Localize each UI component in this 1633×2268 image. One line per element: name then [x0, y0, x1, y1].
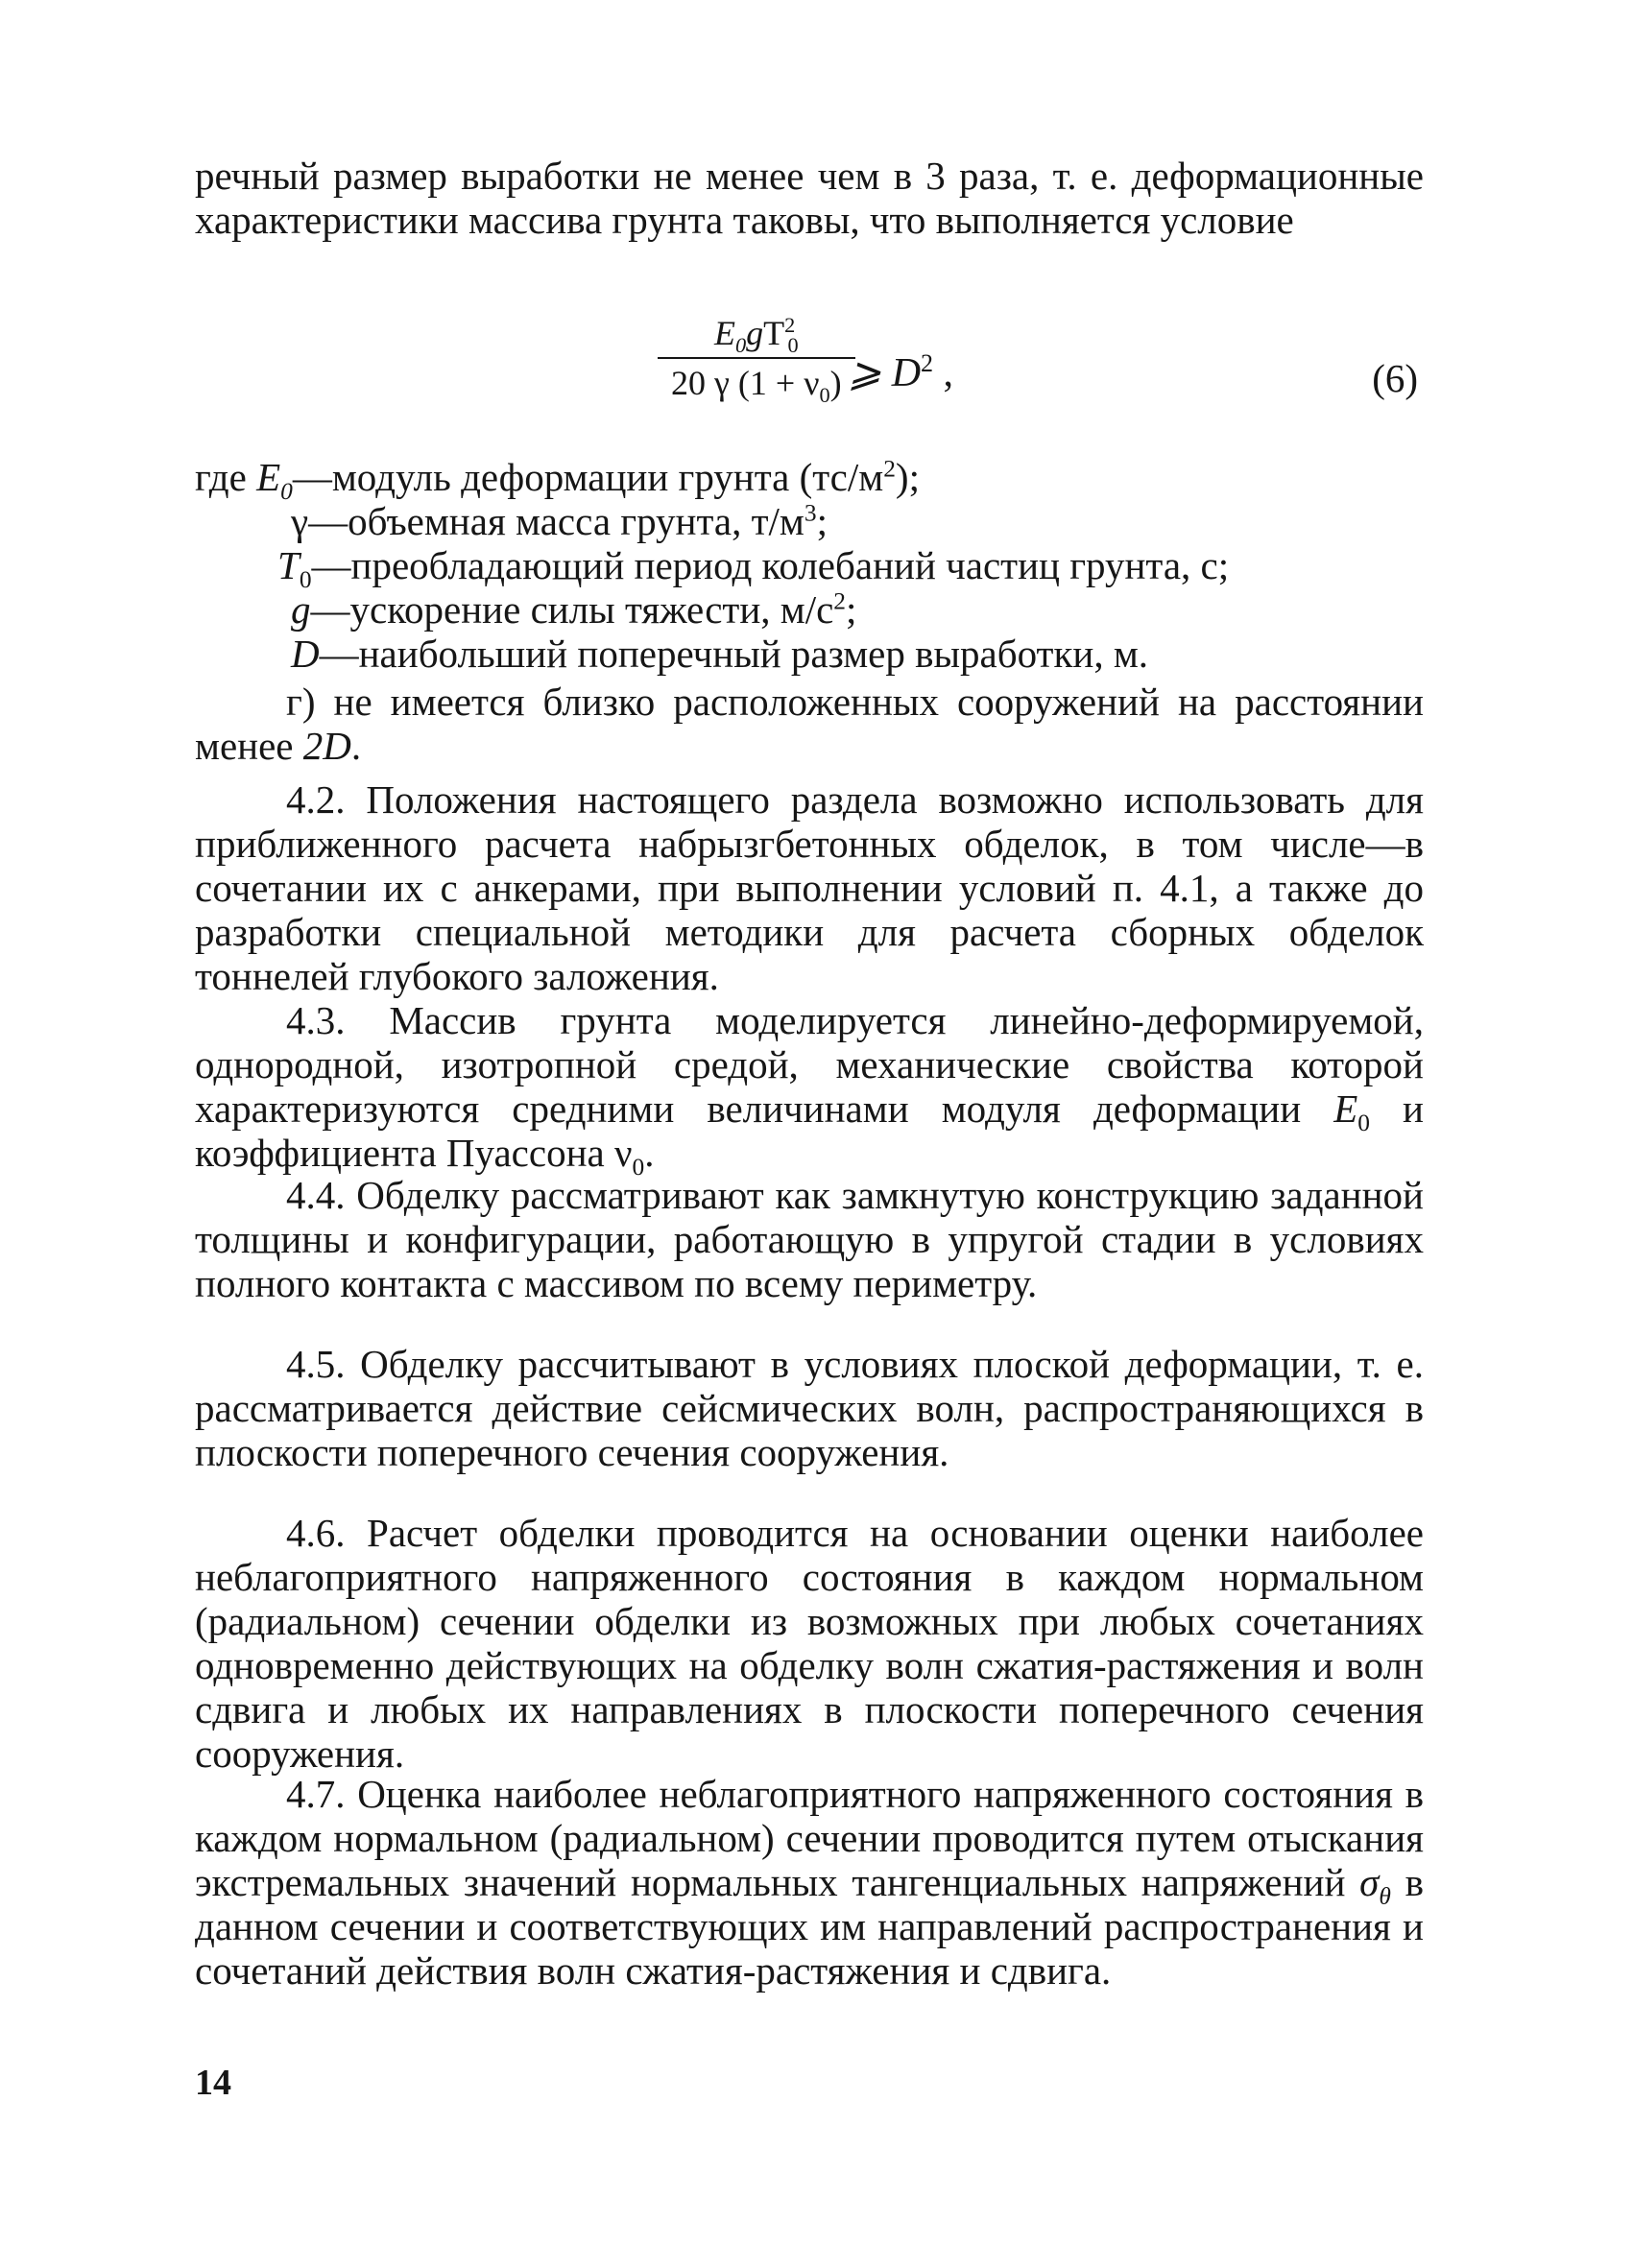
section-4-2	[195, 777, 1424, 998]
intro-text: речный размер выработки не менее чем в 3 раза, т. е. деформационные характеристики массива грунта таковы, что выполняется условие	[195, 154, 1424, 242]
paragraph-4-2: 4.2. Положения настоящего раздела возможно использовать для приближенного расчета набрызгбетонных обделок, в том числе—в сочетании их с анкерами, при выполнении условий п. 4.1, а также до разработки специальной методики для расчета сборных обделок тоннелей глубокого заложения.	[195, 777, 1424, 998]
formula-6	[195, 313, 1424, 428]
section-4-7	[195, 1772, 1424, 1993]
intro-paragraph	[195, 154, 1424, 242]
definition-item: где $E_0—модуль$ деформации грунта $(тс/м^2)$;	[195, 455, 920, 506]
definition-item: $T_0—преобладающий$ период колебаний частиц грунта, с;	[277, 543, 1230, 594]
formula-fraction	[658, 313, 855, 408]
section-4-6	[195, 1511, 1424, 1776]
formula-numerator: $E_0gT^2_0$	[713, 313, 799, 358]
section-4-3	[195, 998, 1424, 1182]
section-4-4	[195, 1173, 1424, 1305]
section-4-5	[195, 1342, 1424, 1474]
formula-relation: ⩾ $D^2$ ,	[848, 349, 954, 395]
definition-item: γ—объемная масса грунта, $т/м^3$;	[291, 499, 828, 543]
paragraph-4-3: 4.3. Массив грунта моделируется линейно-деформируемой, однородной, изотропной средой, механические свойства которой характеризуются средними величинами модуля деформации $E_0$ и коэффициента Пуассона $\nu_0$.	[195, 998, 1424, 1182]
item-g-text: г) не имеется близко расположенных сооружений на расстоянии менее 2D.	[195, 680, 1424, 768]
symbol-definitions	[195, 455, 1424, 676]
paragraph-4-5: 4.5. Обделку рассчитывают в условиях плоской деформации, т. е. рассматривается действие сейсмических волн, распространяющихся в плоскости поперечного сечения сооружения.	[195, 1342, 1424, 1474]
paragraph-4-6: 4.6. Расчет обделки проводится на основании оценки наиболее неблагоприятного напряженного состояния в каждом нормальном (радиальном) сечении обделки из возможных при любых сочетаниях одновременно действующих на обделку волн сжатия-растяжения и волн сдвига и любых их направлениях в плоскости поперечного сечения сооружения.	[195, 1511, 1424, 1776]
paragraph-4-7: 4.7. Оценка наиболее неблагоприятного напряженного состояния в каждом нормальном (радиальном) сечении проводится путем отыскания экстремальных значений нормальных тангенциальных напряжений $\sigma_\theta$ в данном сечении и соответствующих им направлений распространения и сочетаний действия волн сжатия-растяжения и сдвига.	[195, 1772, 1424, 1993]
page-number: 14	[195, 2063, 231, 2103]
formula-denominator: 20 γ $(1 + \nu_0)$	[671, 364, 842, 408]
paragraph-4-4: 4.4. Обделку рассматривают как замкнутую конструкцию заданной толщины и конфигурации, работающую в упругой стадии в условиях полного контакта с массивом по всему периметру.	[195, 1173, 1424, 1305]
equation-number: (6)	[1372, 356, 1418, 400]
item-g	[195, 680, 1424, 768]
definition-item: g—ускорение силы тяжести, $м/с^2$;	[291, 587, 857, 632]
definition-item: D—наибольший поперечный размер выработки, м.	[291, 632, 1149, 676]
